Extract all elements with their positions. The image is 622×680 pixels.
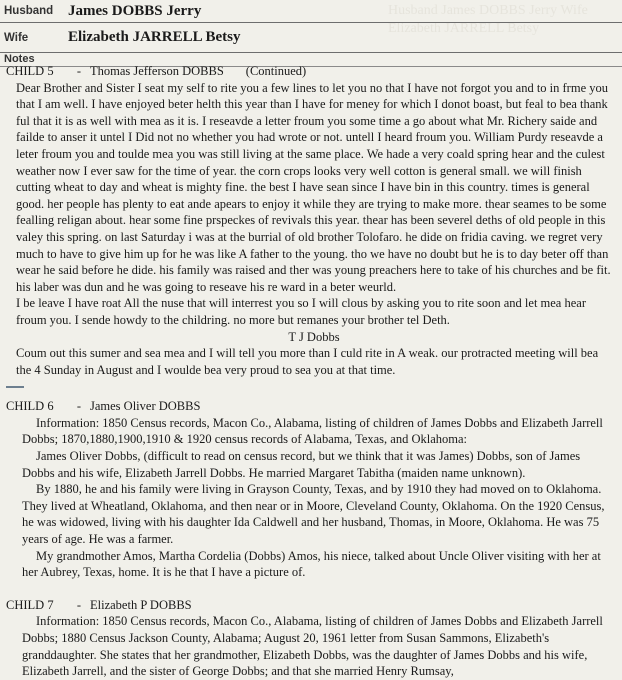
child-6-paragraph-2: By 1880, he and his family were living in Grayson County, Texas, and by 1910 they had moved on to Oklahoma. They lived at Wheatland, Oklahoma, and then near or in Moore, Cleveland County, Oklahoma. On the 1920 Census, he was widowed, living with his daughter Ida Caldwell and her husband, Thomas, in Moore, Oklahoma. He was 75 years of age. He was a farmer. — [22, 482, 605, 547]
letter-signature: T J Dobbs — [288, 329, 340, 344]
scan-mark — [6, 380, 24, 388]
notes-label: Notes — [4, 53, 35, 65]
family-header — [0, 0, 622, 53]
child-6-heading: CHILD 6 - James Oliver DOBBS — [6, 399, 201, 414]
husband-row — [0, 0, 622, 23]
letter-closing: I be leave I have roat All the nuse that will interrest you so I will clous by asking you to rite soon and let mea hear froum you. I sende howdy to the childring. no more but remanes your brother tel Deth. — [16, 296, 586, 327]
child-5-name: Thomas Jefferson DOBBS — [90, 64, 224, 78]
child-5-label: CHILD 5 — [6, 64, 54, 78]
letter-postscript: Coum out this sumer and sea mea and I will tell you more than I culd rite in A weak. our protracted meeting will bea the 4 Sunday in August and I woulde bea very proud to sea you at that time. — [16, 346, 599, 377]
wife-label: Wife — [4, 31, 29, 44]
child-6-paragraph-1: James Oliver Dobbs, (difficult to read on census record, but we think that it was James) Dobbs, son of James Dobbs and his wife, Elizabeth Jarrell Dobbs. He married Margaret Tabitha (maiden name unknown). — [22, 449, 581, 480]
notes-content — [6, 63, 612, 680]
continued-label: (Continued) — [245, 64, 307, 78]
child-6-information: Information: 1850 Census records, Macon Co., Alabama, listing of children of James Dobbs and Elizabeth Jarrell Dobbs; 1870,1880,1900,1910 & 1920 census records of Alabama, Texas, and Oklahoma: — [22, 415, 603, 447]
letter-body: Dear Brother and Sister I seat my self to rite you a few lines to let you no that I have not forgot you and to in frme you that I am well. I have enjoyed beter helth this year than I have for meney for which I donot boast, but feal to bea thank ful that it is as well with mea as it is. I reseavde a letter froum you some time a go about what Mr. Richery saide and failde to anser it untel I Did not no whether you had wrote or not. untell I heard froum you. William Purdy reseavde a leter froum you and toulde mea you was still living at the same place. We hade a very coald spring hear and the culest weather now I ever saw for the time of year. the corn crops looks very well cotton is general small. we will finish cutting wheat to day and wheat is mighty fine. the best I have sean since I have bin in this country. times is general good. her people has plenty to eat ande apears to enjoy it while they are trying to make more. thear seames to be some fealling religan about. hear some fine prspeckes of revivals this year. thear has been severel deths of old people in this valey this spring. on last Saturday i was at the burrial of old brother Tolofaro. he dide on fridia caving. we regret very much to have to give him up for he was like A father to the young. tho we have no doubt but he is to day beter off than wear he said before he dide. his family was raised and ther was young preachers here to take of his churches and be fit. his laber was dun and he was going to reseave his re ward in a beter weurld. — [16, 80, 611, 294]
child-5-heading: CHILD 5 - Thomas Jefferson DOBBS (Continued) — [6, 64, 307, 78]
child-6-name: James Oliver DOBBS — [90, 399, 201, 414]
child-6-paragraph-3: My grandmother Amos, Martha Cordelia (Dobbs) Amos, his niece, talked about Uncle Oliver visiting with her at her Aubrey, Texas, home. It is he that I have a picture of. — [22, 548, 601, 580]
child-7-label: CHILD 7 — [6, 597, 54, 612]
child-6-notes — [6, 415, 612, 581]
wife-name: Elizabeth JARRELL Betsy — [68, 29, 241, 45]
husband-name: James DOBBS Jerry — [68, 2, 202, 19]
bleed-through-text: Husband James DOBBS Jerry Wife Elizabeth JARRELL Betsy — [388, 3, 588, 36]
child-5-letter — [6, 80, 612, 379]
child-7-information: Information: 1850 Census records, Macon Co., Alabama, listing of children of James Dobbs and Elizabeth Jarrell Dobbs; 1880 Census Jackson County, Alabama; August 20, 1961 letter from Susan Sammons, Elizabeth's granddaughter. She states that her grandmother, Elizabeth Dobbs, was the daughter of James Dobbs and his wife, Elizabeth Jarrell, and the sister of George Dobbs; and that she married Henry Rumsay, — [22, 614, 603, 679]
child-7-heading: CHILD 7 - Elizabeth P DOBBS — [6, 597, 192, 612]
husband-label: Husband — [4, 5, 54, 17]
wife-row — [0, 23, 622, 53]
child-7-notes — [6, 613, 612, 679]
child-6-label: CHILD 6 — [6, 399, 54, 414]
child-7-name: Elizabeth P DOBBS — [90, 597, 192, 612]
